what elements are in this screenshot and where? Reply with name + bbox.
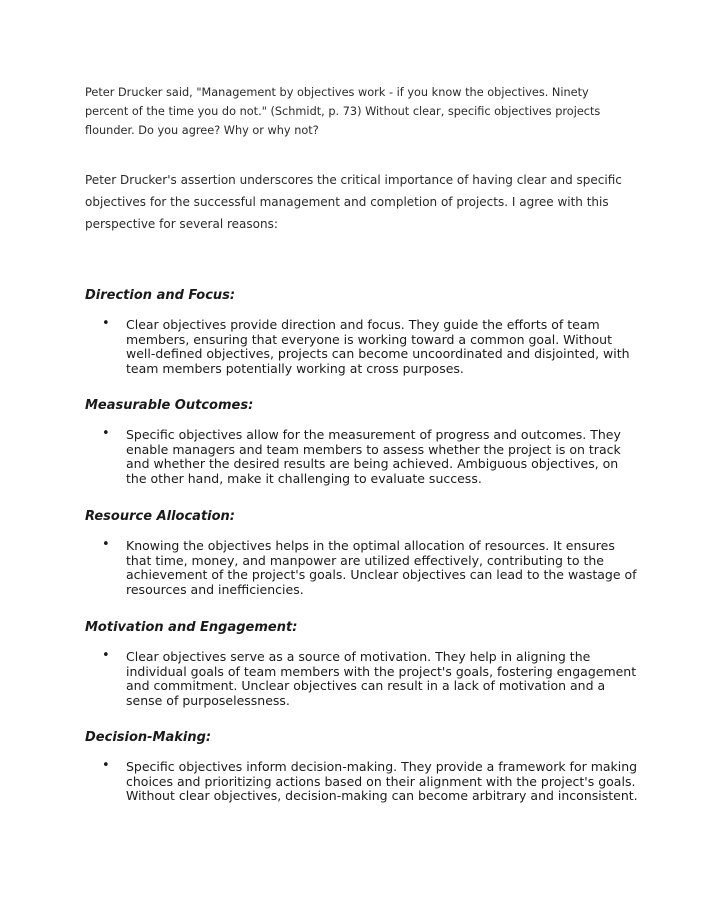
bullet-list [85, 760, 645, 804]
bullet-icon: • [102, 648, 110, 663]
bullet-list [85, 318, 645, 376]
section-decision-making [85, 730, 645, 804]
list-item [85, 539, 641, 597]
bullet-icon: • [102, 426, 110, 441]
section-motivation-and-engagement [85, 620, 645, 708]
section-heading: Motivation and Engagement: [85, 620, 298, 635]
list-item [85, 318, 641, 376]
bullet-icon: • [102, 537, 110, 552]
list-item-text: Knowing the objectives helps in the optimal allocation of resources. It ensures that time, money, and manpower are utilized effectively, contributing to the achievement of the project's goals. Unclear objectives can lead to the wastage of resources and inefficiencies. [126, 538, 637, 597]
intro-paragraph: Peter Drucker's assertion underscores the critical importance of having clear and specific objectives for the successful management and completion of projects. I agree with this perspective for several reasons: [85, 173, 622, 231]
section-heading: Resource Allocation: [85, 509, 236, 524]
bullet-list [85, 650, 645, 708]
section-heading: Measurable Outcomes: [85, 398, 254, 413]
question-paragraph: Peter Drucker said, "Management by objectives work - if you know the objectives. Ninety percent of the time you do not." (Schmidt, p. 73) Without clear, specific objectives projects flounder. Do you agree? Why or why not? [85, 86, 601, 137]
bullet-list [85, 539, 645, 597]
list-item [85, 650, 641, 708]
section-resource-allocation [85, 509, 645, 597]
section-heading: Direction and Focus: [85, 288, 236, 303]
list-item-text: Specific objectives inform decision-making. They provide a framework for making choices and prioritizing actions based on their alignment with the project's goals. Without clear objectives, decision-making can become arbitrary and inconsistent. [126, 759, 638, 803]
bullet-icon: • [102, 758, 110, 773]
list-item [85, 428, 641, 486]
bullet-icon: • [102, 316, 110, 331]
list-item [85, 760, 641, 804]
list-item-text: Clear objectives provide direction and focus. They guide the efforts of team members, ensuring that everyone is working toward a common goal. Without well-defined objectives, projects can become uncoordinated and disjointed, with team members potentially working at cross purposes. [126, 317, 630, 376]
section-measurable-outcomes [85, 398, 645, 486]
section-heading: Decision-Making: [85, 730, 212, 745]
list-item-text: Clear objectives serve as a source of motivation. They help in aligning the individual goals of team members with the project's goals, fostering engagement and commitment. Unclear objectives can result in a lack of motivation and a sense of purposelessness. [126, 649, 637, 708]
section-direction-and-focus [85, 288, 645, 376]
bullet-list [85, 428, 645, 486]
list-item-text: Specific objectives allow for the measurement of progress and outcomes. They enable managers and team members to assess whether the project is on track and whether the desired results are being achieved. Ambiguous objectives, on the other hand, make it challenging to evaluate success. [126, 427, 621, 486]
